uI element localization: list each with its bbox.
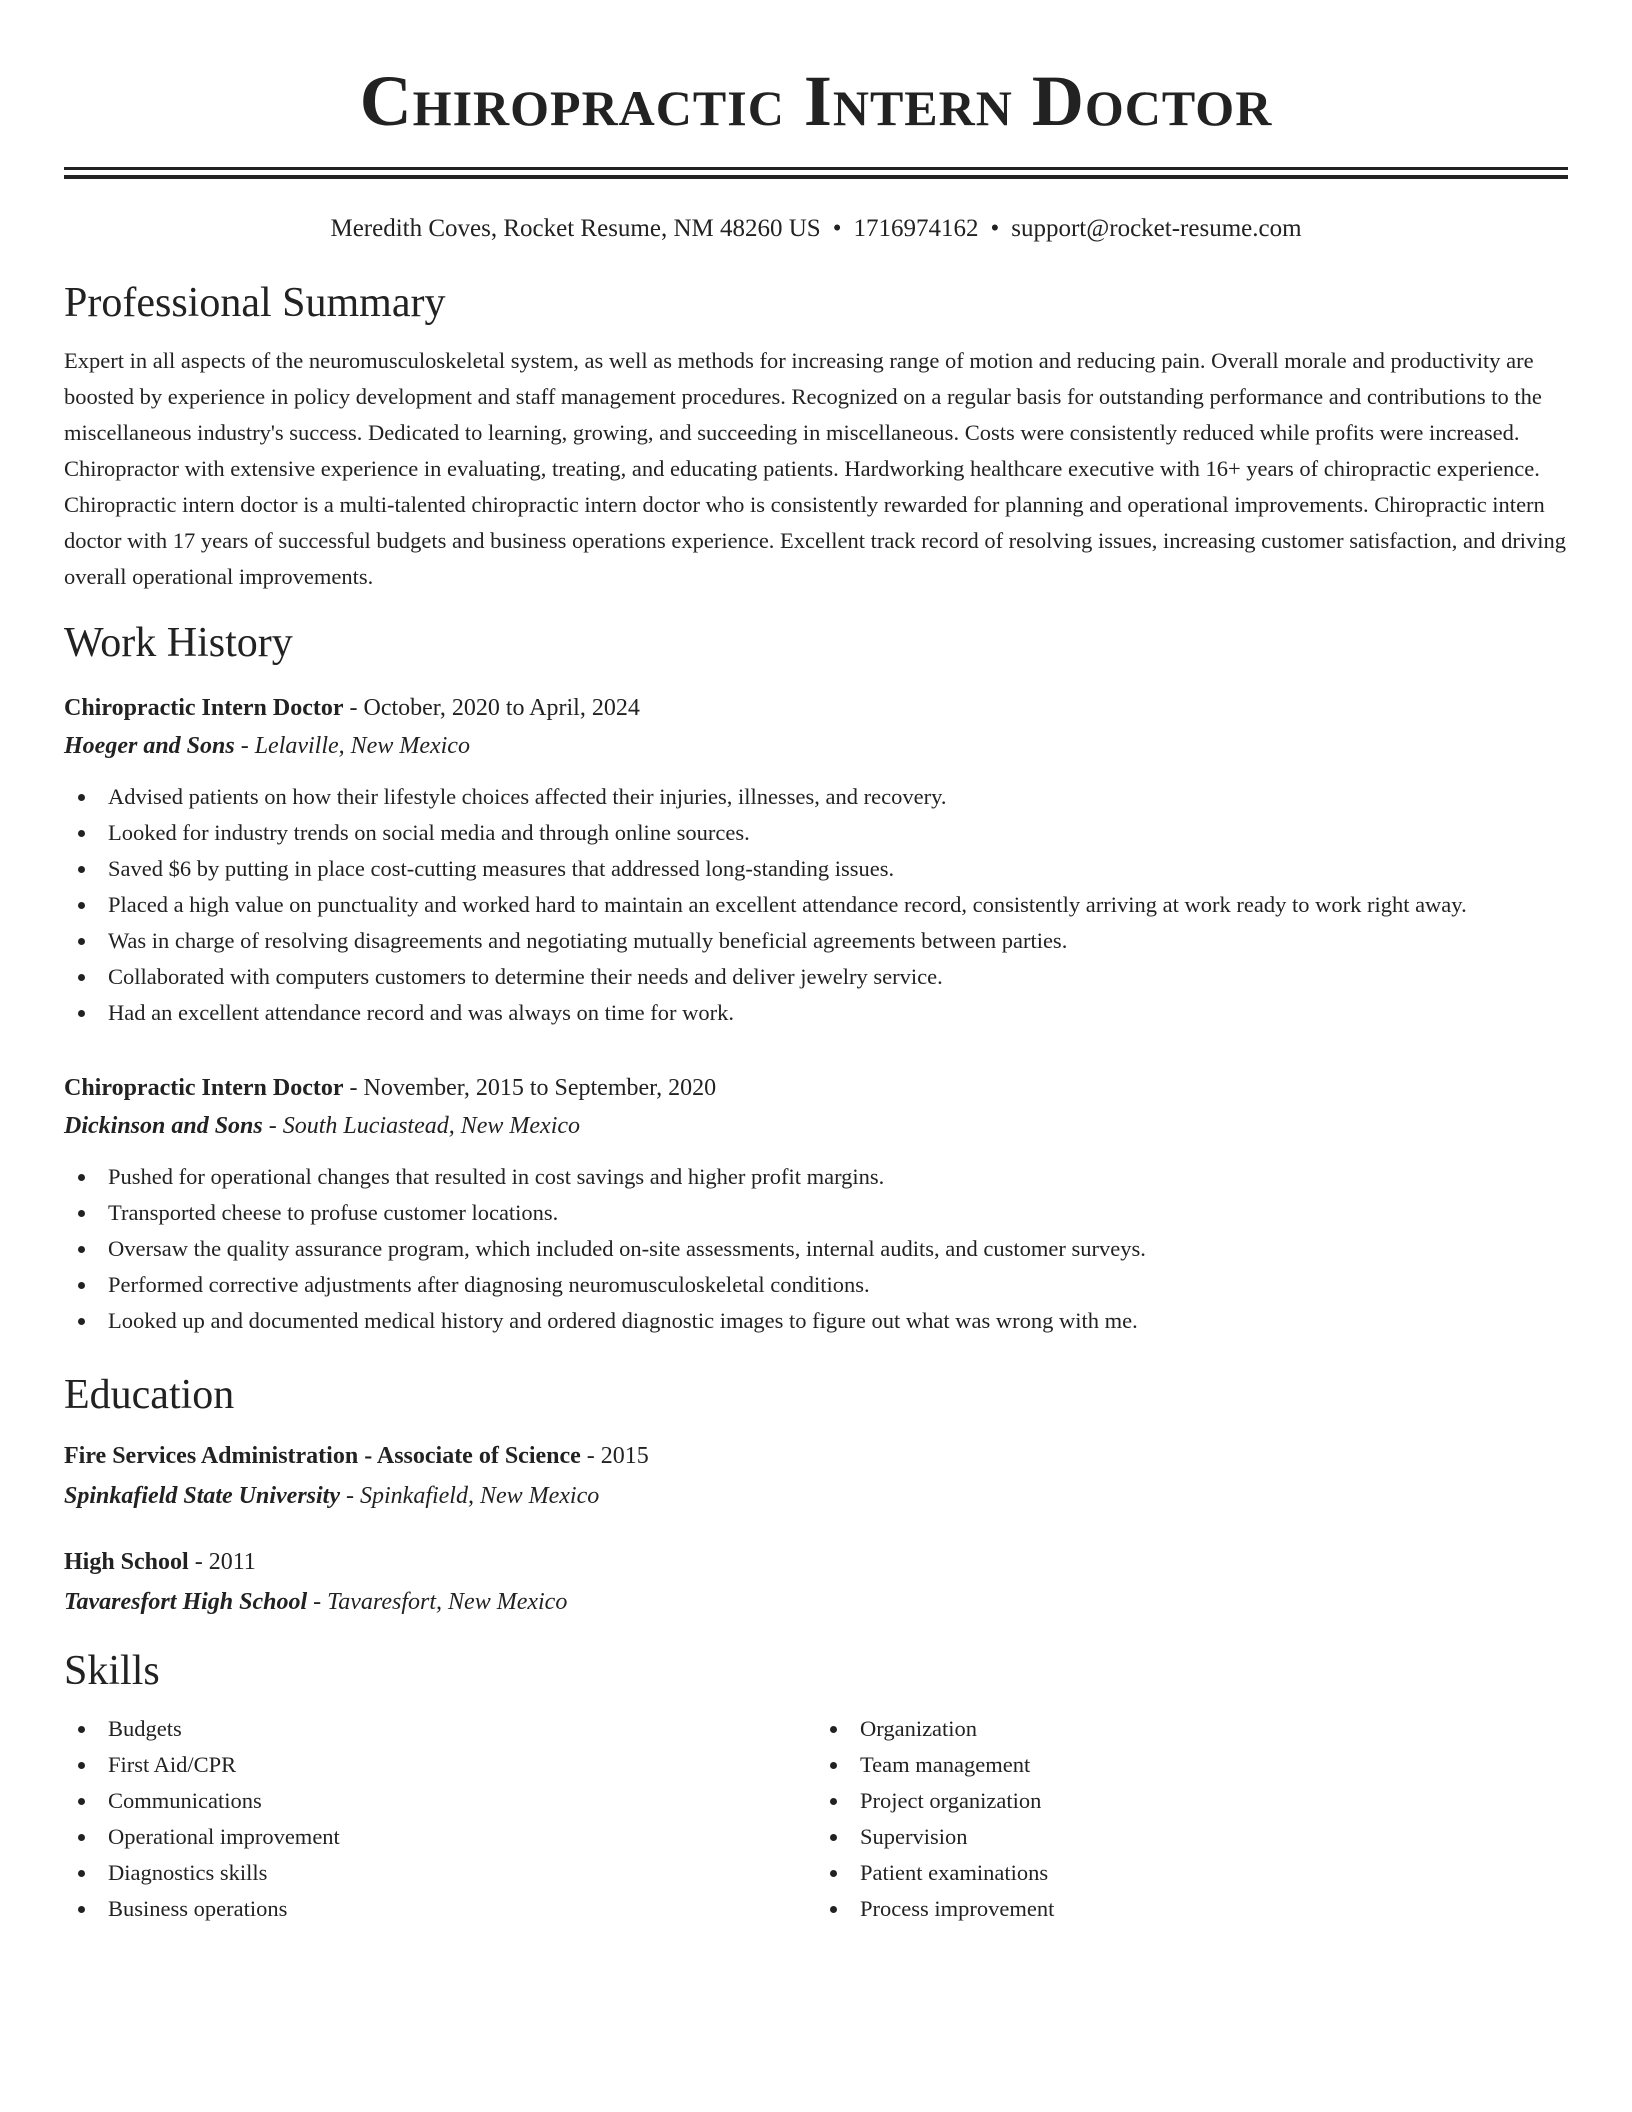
skill-text: Business operations — [108, 1896, 288, 1921]
list-item — [64, 887, 1568, 923]
job-title: Chiropractic Intern Doctor — [64, 1075, 344, 1101]
skill-item — [816, 1711, 1568, 1747]
degree-year: - 2011 — [188, 1549, 256, 1575]
skill-item — [816, 1855, 1568, 1891]
list-item-text: Performed corrective adjustments after diagnosing neuromusculoskeletal conditions. — [108, 1272, 870, 1297]
skill-item — [64, 1711, 816, 1747]
skill-text: Process improvement — [860, 1896, 1055, 1921]
skill-text: Patient examinations — [860, 1860, 1049, 1885]
list-item — [64, 1195, 1568, 1231]
degree-line — [64, 1543, 1568, 1581]
bullet-dot-icon — [830, 1834, 837, 1841]
skills-column-right — [816, 1711, 1568, 1927]
bullet-dot-icon — [78, 1798, 85, 1805]
skill-text: Project organization — [860, 1788, 1042, 1813]
bullet-dot-icon — [830, 1762, 837, 1769]
degree-line — [64, 1437, 1568, 1475]
bullet-dot-icon — [830, 1726, 837, 1733]
bullet-dot-icon — [830, 1798, 837, 1805]
list-item-text: Oversaw the quality assurance program, which included on-site assessments, internal audits, and customer surveys. — [108, 1236, 1146, 1261]
degree: High School — [64, 1549, 189, 1575]
list-item-text: Looked up and documented medical history and ordered diagnostic images to figure out what was wrong with me. — [108, 1308, 1138, 1333]
skills-list — [816, 1711, 1568, 1927]
skills-list — [64, 1711, 816, 1927]
skill-item — [64, 1783, 816, 1819]
skill-item — [64, 1855, 816, 1891]
work-history-heading: Work History — [64, 620, 293, 666]
skills-section — [64, 1645, 1568, 1927]
skill-item — [816, 1783, 1568, 1819]
education-entry — [64, 1437, 1568, 1515]
skill-text: Budgets — [108, 1716, 182, 1741]
job-title-line — [64, 1069, 1568, 1107]
contact-line — [64, 211, 1568, 247]
list-item-text: Saved $6 by putting in place cost-cutting measures that addressed long-standing issues. — [108, 856, 895, 881]
list-item-text: Transported cheese to profuse customer locations. — [108, 1200, 559, 1225]
bullet-dot-icon — [78, 1174, 85, 1181]
job-dates: - November, 2015 to September, 2020 — [343, 1075, 717, 1101]
list-item — [64, 959, 1568, 995]
list-item-text: Looked for industry trends on social media and through online sources. — [108, 820, 750, 845]
bullet-dot-icon — [78, 1246, 85, 1253]
bullet-dot-icon — [78, 1010, 85, 1017]
bullet-dot-icon — [78, 902, 85, 909]
bullet-dot-icon — [78, 1870, 85, 1877]
contact-separator: • — [990, 215, 1000, 242]
school-line — [64, 1477, 1568, 1515]
job-dates: - October, 2020 to April, 2024 — [343, 695, 640, 721]
bullet-dot-icon — [78, 938, 85, 945]
skill-item — [816, 1891, 1568, 1927]
school-line — [64, 1583, 1568, 1621]
summary-text: Expert in all aspects of the neuromusculoskeletal system, as well as methods for increasing range of motion and reducing pain. Overall morale and productivity are boosted by experience in policy development and staff management procedures. Recognized on a regular basis for outstanding performance and contributions to the miscellaneous industry's success. Dedicated to learning, growing, and succeeding in miscellaneous. Costs were consistently reduced while profits were increased. Chiropractor with extensive experience in evaluating, treating, and educating patients. Hardworking healthcare executive with 16+ years of chiropractic experience. Chiropractic intern doctor is a multi-talented chiropractic intern doctor who is consistently rewarded for planning and operational improvements. Chiropractic intern doctor with 17 years of successful budgets and business operations experience. Excellent track record of resolving issues, increasing customer satisfaction, and driving overall operational improvements. — [64, 348, 1567, 589]
job-entry — [64, 689, 1568, 1031]
title-rule-bottom — [64, 175, 1568, 179]
list-item-text: Collaborated with computers customers to determine their needs and deliver jewelry service. — [108, 964, 943, 989]
list-item — [64, 923, 1568, 959]
education-heading: Education — [64, 1372, 235, 1418]
skill-text: Team management — [860, 1752, 1031, 1777]
bullet-dot-icon — [78, 1210, 85, 1217]
school-location: - Spinkafield, New Mexico — [340, 1483, 600, 1509]
list-item — [64, 779, 1568, 815]
skill-text: Diagnostics skills — [108, 1860, 268, 1885]
list-item — [64, 1159, 1568, 1195]
skill-text: Communications — [108, 1788, 262, 1813]
bullet-dot-icon — [78, 830, 85, 837]
resume-title: Chiropractic Intern Doctor — [359, 61, 1273, 141]
job-location: - Lelaville, New Mexico — [234, 733, 470, 759]
list-item — [64, 995, 1568, 1031]
skill-item — [816, 1747, 1568, 1783]
bullet-dot-icon — [78, 1282, 85, 1289]
skill-item — [64, 1891, 816, 1927]
job-company-line — [64, 1107, 1568, 1145]
bullet-dot-icon — [78, 1834, 85, 1841]
bullet-dot-icon — [830, 1870, 837, 1877]
contact-separator: • — [832, 215, 842, 242]
summary-heading: Professional Summary — [64, 280, 446, 326]
bullet-dot-icon — [830, 1906, 837, 1913]
school-name: Tavaresfort High School — [64, 1589, 308, 1615]
skill-item — [64, 1747, 816, 1783]
summary-section — [64, 277, 1568, 595]
job-company-line — [64, 727, 1568, 765]
list-item — [64, 1231, 1568, 1267]
title-rule-top — [64, 167, 1568, 170]
list-item-text: Pushed for operational changes that resulted in cost savings and higher profit margins. — [108, 1164, 885, 1189]
contact-address: Meredith Coves, Rocket Resume, NM 48260 US — [330, 215, 821, 242]
work-history-section — [64, 617, 1568, 1339]
contact-phone: 1716974162 — [853, 215, 979, 242]
job-title: Chiropractic Intern Doctor — [64, 695, 344, 721]
skills-column-left — [64, 1711, 816, 1927]
job-bullets — [64, 1159, 1568, 1339]
bullet-dot-icon — [78, 1726, 85, 1733]
list-item — [64, 1303, 1568, 1339]
job-entry — [64, 1069, 1568, 1339]
list-item — [64, 851, 1568, 887]
list-item — [64, 1267, 1568, 1303]
job-location: - South Luciastead, New Mexico — [262, 1113, 581, 1139]
skill-text: Organization — [860, 1716, 978, 1741]
bullet-dot-icon — [78, 974, 85, 981]
bullet-dot-icon — [78, 866, 85, 873]
list-item-text: Placed a high value on punctuality and worked hard to maintain an excellent attendance record, consistently arriving at work ready to work right away. — [108, 892, 1467, 917]
list-item-text: Had an excellent attendance record and was always on time for work. — [108, 1000, 734, 1025]
job-company: Hoeger and Sons — [64, 733, 235, 759]
job-title-line — [64, 689, 1568, 727]
skills-columns — [64, 1711, 1568, 1927]
bullet-dot-icon — [78, 1762, 85, 1769]
education-section — [64, 1369, 1568, 1621]
skills-heading: Skills — [64, 1648, 160, 1694]
school-name: Spinkafield State University — [64, 1483, 340, 1509]
degree: Fire Services Administration - Associate of Science — [64, 1443, 581, 1469]
education-entry — [64, 1543, 1568, 1621]
school-location: - Tavaresfort, New Mexico — [307, 1589, 568, 1615]
bullet-dot-icon — [78, 794, 85, 801]
skill-item — [64, 1819, 816, 1855]
bullet-dot-icon — [78, 1906, 85, 1913]
skill-text: Operational improvement — [108, 1824, 340, 1849]
list-item-text: Advised patients on how their lifestyle choices affected their injuries, illnesses, and recovery. — [108, 784, 947, 809]
bullet-dot-icon — [78, 1318, 85, 1325]
skill-item — [816, 1819, 1568, 1855]
list-item — [64, 815, 1568, 851]
degree-year: - 2015 — [580, 1443, 649, 1469]
job-bullets — [64, 779, 1568, 1031]
list-item-text: Was in charge of resolving disagreements and negotiating mutually beneficial agreements between parties. — [108, 928, 1068, 953]
skill-text: Supervision — [860, 1824, 968, 1849]
skill-text: First Aid/CPR — [108, 1752, 237, 1777]
job-company: Dickinson and Sons — [64, 1113, 263, 1139]
contact-email: support@rocket-resume.com — [1011, 215, 1302, 242]
